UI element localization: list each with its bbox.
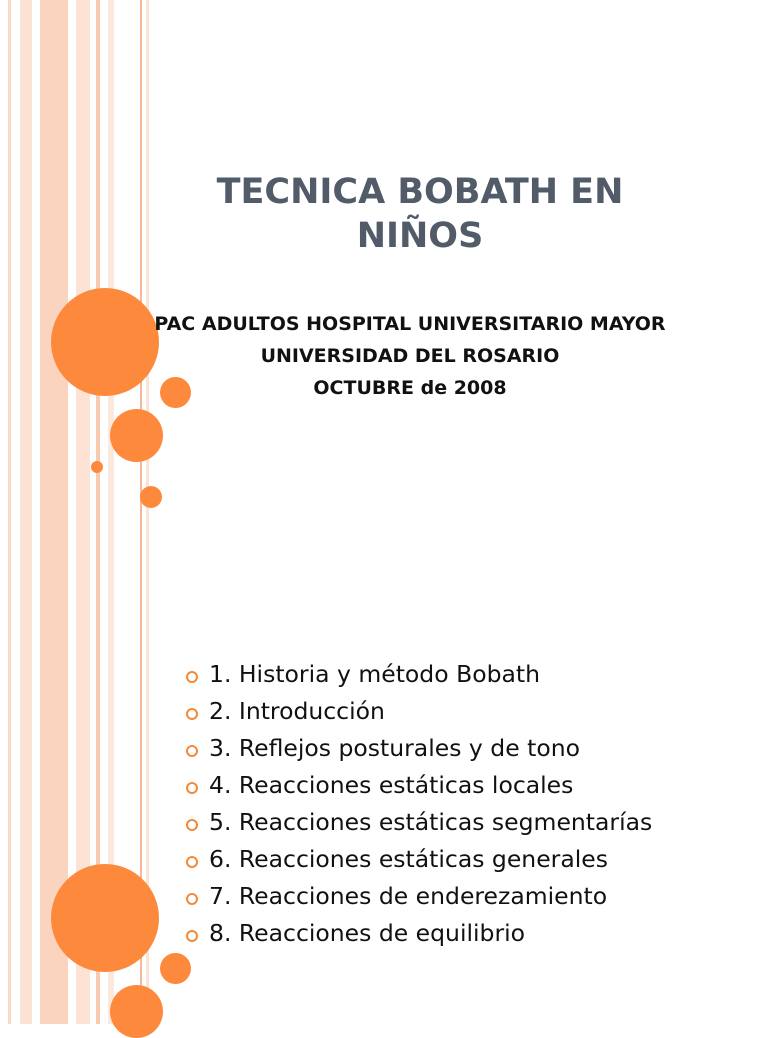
circle-bullet-icon <box>186 893 198 905</box>
stripe <box>8 0 11 1024</box>
decorative-circle <box>91 461 103 473</box>
stripe <box>146 0 149 1024</box>
list-item-text: 5. Reacciones estáticas segmentarías <box>209 808 653 836</box>
list-item <box>186 697 761 726</box>
list-item-text: 1. Historia y método Bobath <box>209 660 540 688</box>
circle-bullet-icon <box>186 671 198 683</box>
list-item-text: 8. Reacciones de equilibrio <box>209 919 526 947</box>
slide-subtitle <box>100 308 720 404</box>
circle-bullet-icon <box>186 745 198 757</box>
list-item <box>186 845 761 874</box>
stripe <box>140 0 142 1024</box>
table-of-contents <box>186 660 761 956</box>
circle-bullet-icon <box>186 930 198 942</box>
subtitle-line: UNIVERSIDAD DEL ROSARIO <box>260 345 560 367</box>
decorative-circle <box>160 953 191 984</box>
list-item-text: 6. Reacciones estáticas generales <box>209 845 608 873</box>
list-item <box>186 919 761 948</box>
list-item <box>186 771 761 800</box>
list-item <box>186 882 761 911</box>
stripe <box>20 0 32 1024</box>
list-item-text: 4. Reacciones estáticas locales <box>209 771 574 799</box>
decorative-circle <box>51 864 159 972</box>
subtitle-line: PAC ADULTOS HOSPITAL UNIVERSITARIO MAYOR <box>154 313 666 335</box>
stripe <box>40 0 68 1024</box>
decorative-circle <box>110 409 163 462</box>
list-item <box>186 808 761 837</box>
list-item-text: 2. Introducción <box>209 697 385 725</box>
circle-bullet-icon <box>186 708 198 720</box>
slide-title: TECNICA BOBATH EN NIÑOS <box>216 172 624 256</box>
list-item-text: 7. Reacciones de enderezamiento <box>209 882 608 910</box>
circle-bullet-icon <box>186 819 198 831</box>
decorative-circle <box>110 985 163 1038</box>
circle-bullet-icon <box>186 782 198 794</box>
decorative-circle <box>140 486 162 508</box>
list-item <box>186 734 761 763</box>
circle-bullet-icon <box>186 856 198 868</box>
subtitle-line: OCTUBRE de 2008 <box>313 377 507 399</box>
list-item-text: 3. Reflejos posturales y de tono <box>209 734 580 762</box>
list-item <box>186 660 761 689</box>
